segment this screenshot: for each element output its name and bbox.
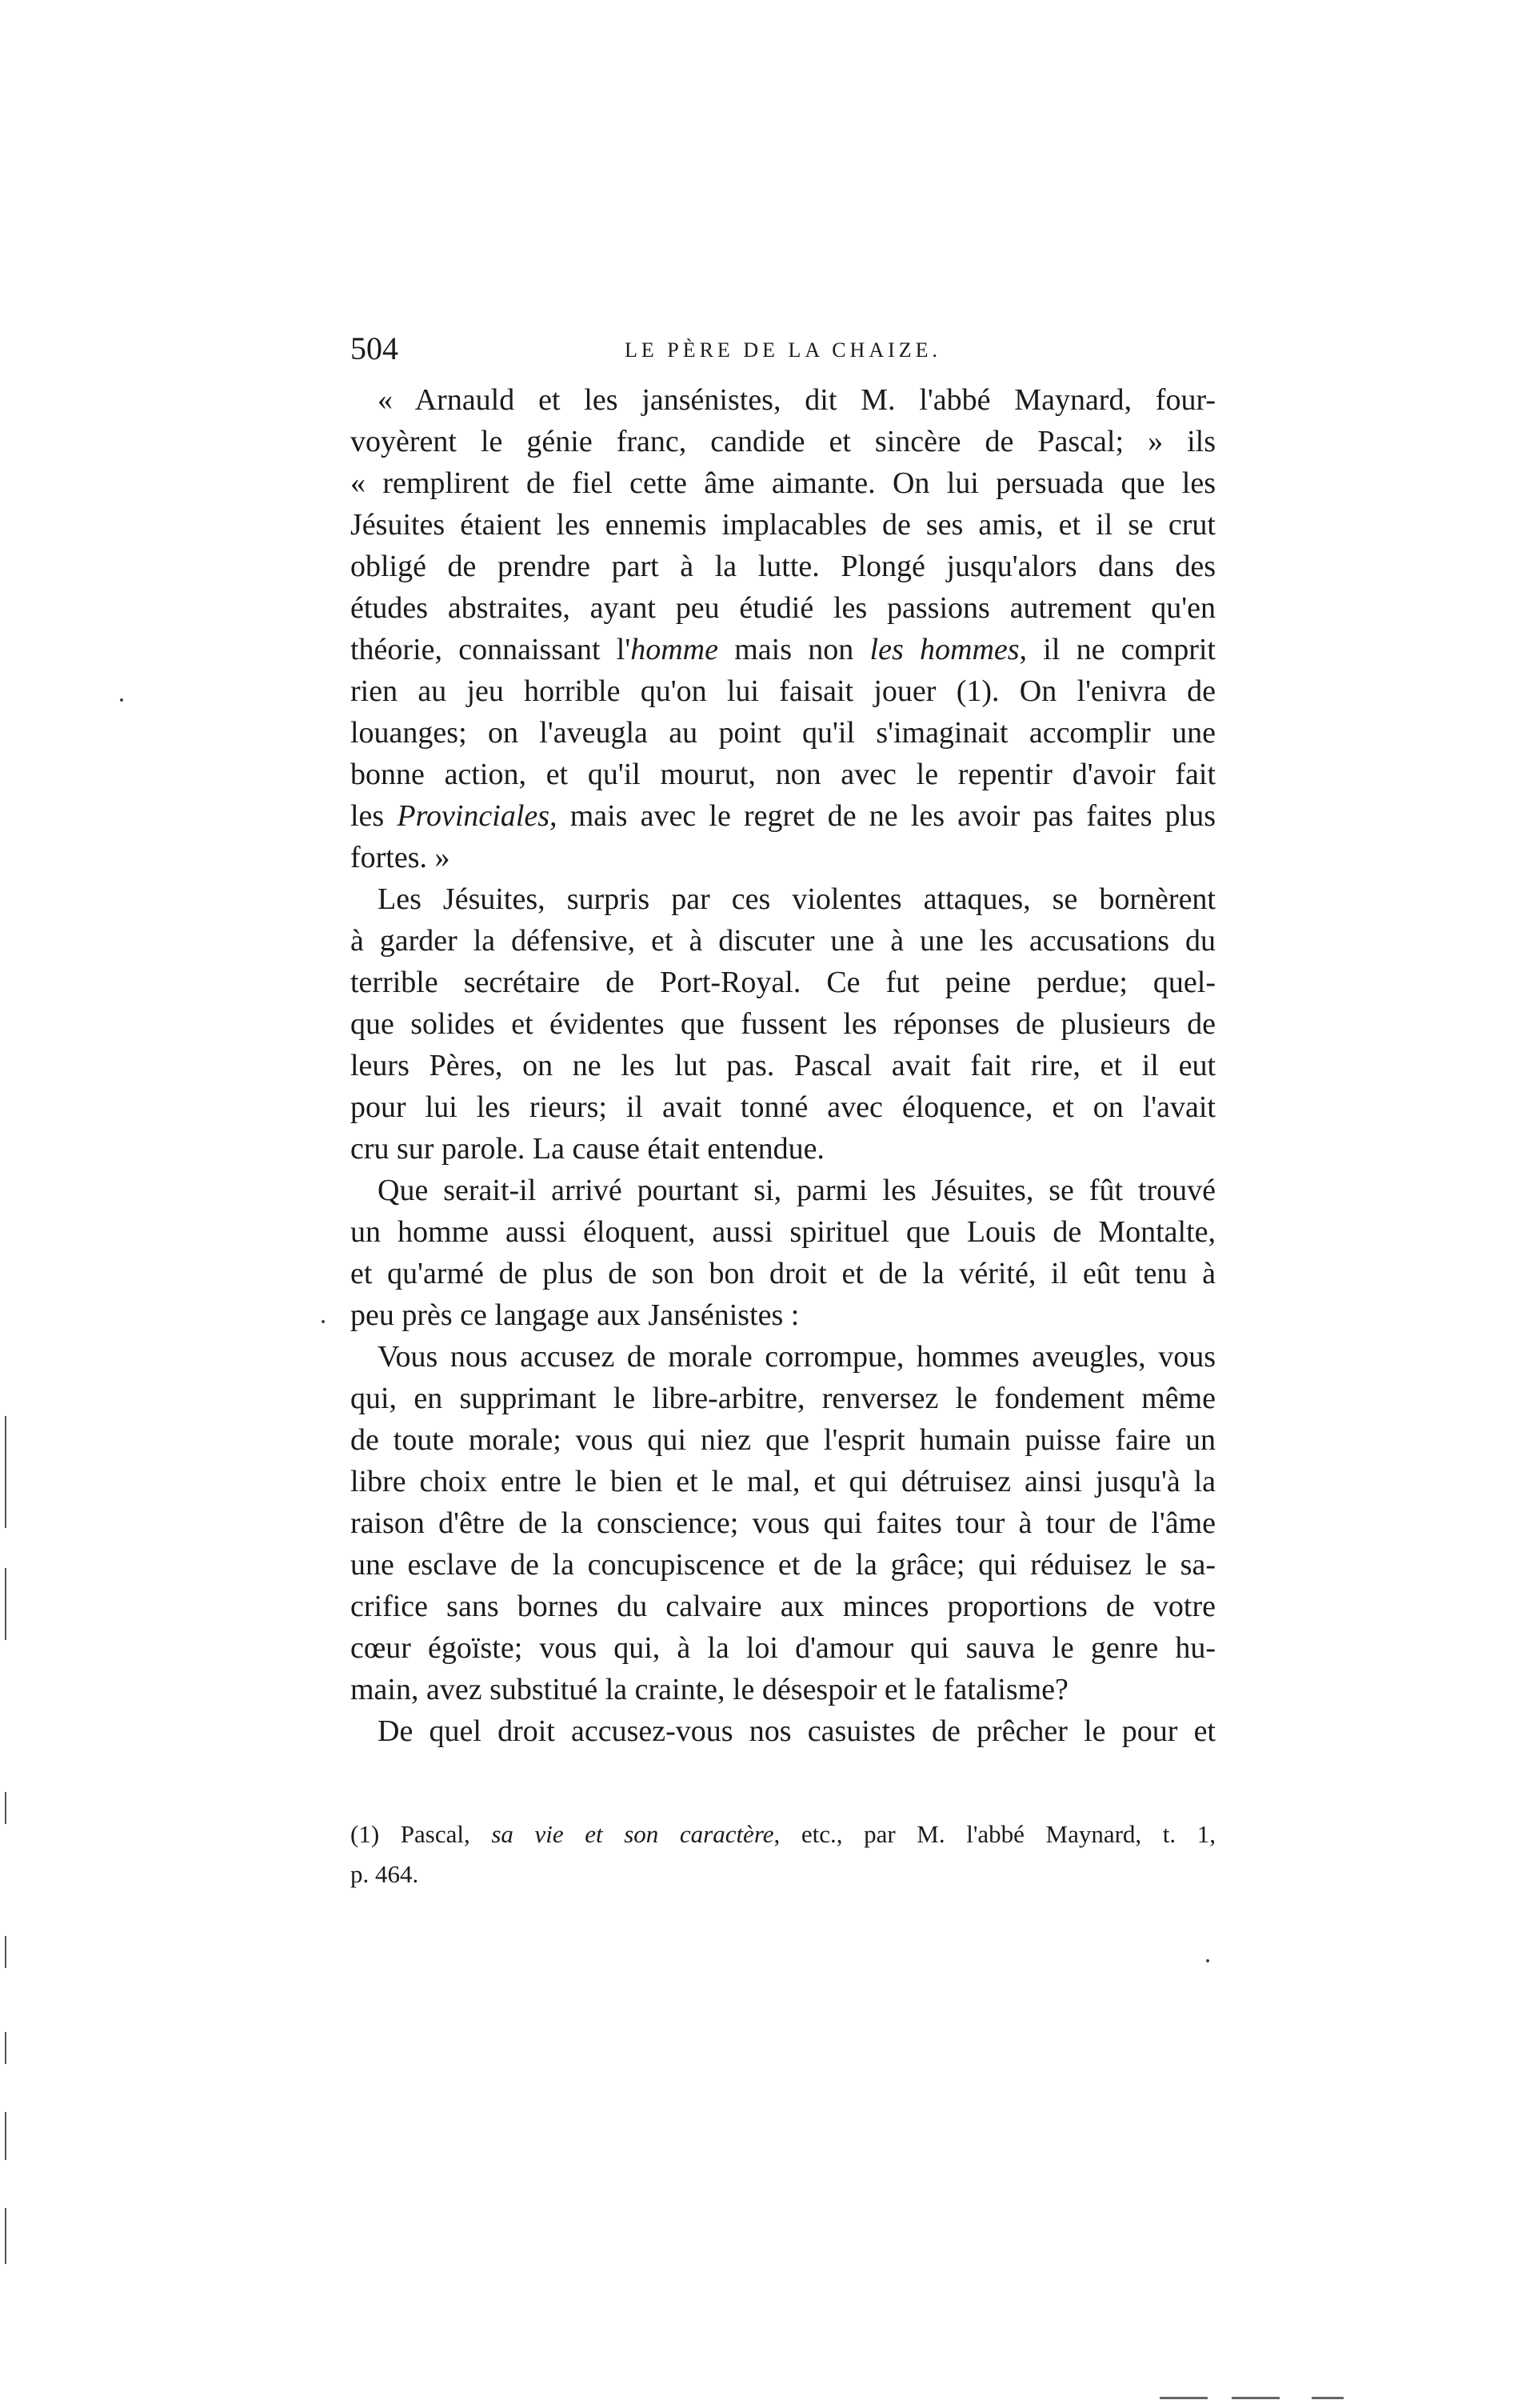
italic-title: sa vie et son caractère [491, 1820, 774, 1848]
page-number: 504 [350, 330, 398, 366]
italic-title: Provinciales, [397, 799, 557, 833]
text-line: crifice sans bornes du calvaire aux minces proportions de votre [350, 1590, 1216, 1623]
scan-speck [1206, 1959, 1209, 1962]
margin-rule [5, 2112, 6, 2160]
text-line: obligé de prendre part à la lutte. Plongé jusqu'alors dans des [350, 550, 1216, 583]
text-line: Vous nous accusez de morale corrompue, hommes aveugles, vous [378, 1340, 1216, 1374]
page-header [350, 328, 1216, 376]
margin-rule [5, 1416, 6, 1528]
running-head: LE PÈRE DE LA CHAIZE. [624, 338, 942, 362]
margin-rule [5, 2032, 6, 2064]
text-line: « Arnauld et les jansénistes, dit M. l'abbé Maynard, four- [378, 383, 1216, 417]
text-line: rien au jeu horrible qu'on lui faisait jouer (1). On l'enivra de [350, 674, 1216, 708]
text-line: raison d'être de la conscience; vous qui faites tour à tour de l'âme [350, 1506, 1216, 1540]
text-line: un homme aussi éloquent, aussi spirituel que Louis de Montalte, [350, 1215, 1216, 1249]
text-line: voyèrent le génie franc, candide et sincère de Pascal; » ils [350, 425, 1216, 458]
text-line: terrible secrétaire de Port-Royal. Ce fut peine perdue; quel- [350, 966, 1216, 999]
text-line: bonne action, et qu'il mourut, non avec le repentir d'avoir fait [350, 758, 1216, 791]
margin-rule [5, 1936, 6, 1968]
text-line: et qu'armé de plus de son bon droit et de la vérité, il eût tenu à [350, 1257, 1216, 1290]
text-line: de toute morale; vous qui niez que l'esprit humain puisse faire un [350, 1423, 1216, 1457]
margin-rule [5, 2208, 6, 2264]
text-line: que solides et évidentes que fussent les réponses de plusieurs de [350, 1007, 1216, 1041]
italic-term: homme [630, 633, 718, 666]
text-line: libre choix entre le bien et le mal, et qui détruisez ainsi jusqu'à la [350, 1465, 1216, 1498]
text-line: peu près ce langage aux Jansénistes : [350, 1298, 800, 1332]
scan-speck [120, 698, 123, 702]
text-line: Les Jésuites, surpris par ces violentes attaques, se bornèrent [378, 882, 1216, 916]
text-line: théorie, connaissant l'homme mais non les hommes, il ne comprit [350, 633, 1216, 666]
margin-rule [5, 1568, 6, 1640]
scan-edge [1232, 2397, 1280, 2399]
text-line: fortes. » [350, 841, 450, 874]
text-line: leurs Pères, on ne les lut pas. Pascal avait fait rire, et il eut [350, 1049, 1216, 1082]
text-line: louanges; on l'aveugla au point qu'il s'imaginait accomplir une [350, 716, 1216, 750]
text-line: Jésuites étaient les ennemis implacables de ses amis, et il se crut [350, 508, 1216, 542]
text-line: les Provinciales, mais avec le regret de ne les avoir pas faites plus [350, 799, 1216, 833]
text-line: à garder la défensive, et à discuter une à une les accusations du [350, 924, 1216, 958]
text-line: cœur égoïste; vous qui, à la loi d'amour qui sauva le genre hu- [350, 1631, 1216, 1665]
scan-edge [1160, 2397, 1208, 2399]
footnote-line: (1) Pascal, sa vie et son caractère, etc., par M. l'abbé Maynard, t. 1, [350, 1820, 1216, 1848]
footnote-line: p. 464. [350, 1860, 419, 1888]
text-line: pour lui les rieurs; il avait tonné avec éloquence, et on l'avait [350, 1090, 1216, 1124]
scan-edge [1312, 2397, 1344, 2399]
italic-term: les hommes [869, 633, 1020, 666]
text-line: une esclave de la concupiscence et de la grâce; qui réduisez le sa- [350, 1548, 1216, 1582]
scan-speck [322, 1320, 325, 1323]
text-line: De quel droit accusez-vous nos casuistes de prêcher le pour et [378, 1714, 1216, 1748]
text-line: cru sur parole. La cause était entendue. [350, 1132, 825, 1166]
text-line: études abstraites, ayant peu étudié les passions autrement qu'en [350, 591, 1216, 625]
footnote [350, 1814, 1216, 1894]
text-line: main, avez substitué la crainte, le désespoir et le fatalisme? [350, 1673, 1069, 1706]
text-line: Que serait-il arrivé pourtant si, parmi les Jésuites, se fût trouvé [378, 1174, 1216, 1207]
margin-rule [5, 1792, 6, 1824]
text-line: « remplirent de fiel cette âme aimante. On lui persuada que les [350, 466, 1216, 500]
text-line: qui, en supprimant le libre-arbitre, renversez le fondement même [350, 1382, 1216, 1415]
body-text [350, 379, 1216, 1752]
